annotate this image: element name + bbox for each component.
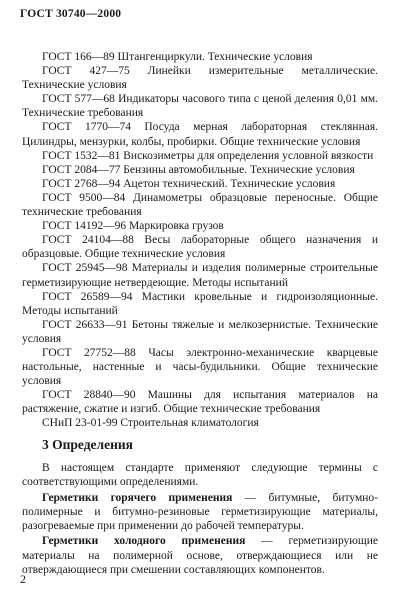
reference-list	[22, 50, 378, 431]
reference-item: ГОСТ 1532—81 Вискозиметры для определения условной вязкости	[42, 149, 374, 162]
definition-term: Герметики горячего применения	[42, 491, 233, 504]
document-header: ГОСТ 30740—2000	[20, 8, 122, 20]
reference-item: ГОСТ 9500—84 Динамометры образцовые переносные. Общие технические требования	[22, 191, 378, 219]
reference-item: СНиП 23-01-99 Строительная климатология	[42, 417, 259, 430]
reference-item: ГОСТ 2084—77 Бензины автомобильные. Технические условия	[42, 163, 355, 176]
definition-text: — герметизирующие материалы на полимерной основе, отверждающиеся или не отверждающиеся при смешении составляющих компонентов.	[22, 535, 378, 577]
definition-text: — битумные, битумно-полимерные и битумно-резиновые герметизирующие материалы, разогреваемые при применении до рабочей температуры.	[22, 491, 378, 533]
page-number: 2	[20, 572, 26, 586]
reference-item: ГОСТ 166—89 Штангенциркули. Технические условия	[42, 51, 313, 63]
section-title: 3 Определения	[42, 437, 133, 452]
reference-item: ГОСТ 577—68 Индикаторы часового типа с ценой деления 0,01 мм. Технические требования	[22, 93, 378, 120]
reference-item: ГОСТ 25945—98 Материалы и изделия полимерные строительные герметизирующие нетвердеющие. Методы испытаний	[22, 262, 378, 289]
reference-item: ГОСТ 14192—96 Маркировка грузов	[42, 220, 224, 233]
section-intro: В настоящем стандарте применяют следующие термины с соответствующими определениями.	[22, 462, 378, 489]
reference-item: ГОСТ 28840—90 Машины для испытания материалов на растяжение, сжатие и изгиб. Общие технические требования	[22, 389, 378, 416]
definition-item	[22, 534, 378, 577]
reference-item: ГОСТ 427—75 Линейки измерительные металлические. Технические условия	[22, 65, 378, 92]
reference-item: ГОСТ 27752—88 Часы электронно-механические кварцевые настольные, настенные и часы-будильники. Общие технические условия	[22, 346, 378, 388]
definition-item	[22, 491, 378, 534]
reference-item: ГОСТ 2768—94 Ацетон технический. Технические условия	[42, 177, 336, 190]
reference-item: ГОСТ 24104—88 Весы лабораторные общего назначения и образцовые. Общие технические условия	[22, 234, 378, 261]
definition-term: Герметики холодного применения	[42, 535, 246, 548]
reference-item: ГОСТ 26589—94 Мастики кровельные и гидроизоляционные. Методы испытаний	[22, 290, 378, 317]
reference-item: ГОСТ 1770—74 Посуда мерная лабораторная стеклянная. Цилиндры, мензурки, колбы, пробирки. Общие технические условия	[22, 121, 378, 148]
reference-item: ГОСТ 26633—91 Бетоны тяжелые и мелкозернистые. Технические условия	[22, 318, 378, 345]
definitions-block	[22, 461, 378, 578]
